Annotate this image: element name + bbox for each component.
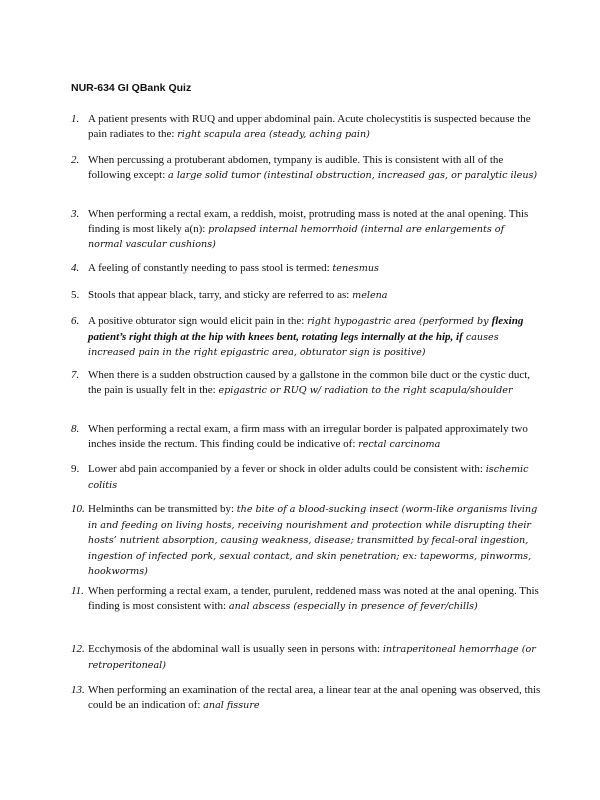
- question-number: 9.: [71, 463, 80, 475]
- question-stem: Stools that appear black, tarry, and sticky are referred to as:: [88, 289, 353, 301]
- question-number: 6.: [71, 315, 80, 327]
- question-11: [71, 584, 541, 614]
- question-number: 10.: [71, 503, 85, 515]
- question-3: [71, 207, 541, 253]
- question-answer: intraperitoneal hemorrhage (or retroperitoneal): [88, 644, 536, 671]
- question-answer: anal abscess (especially in presence of fever/chills): [228, 600, 478, 612]
- question-10: [71, 502, 541, 580]
- question-answer: right hypogastric area (performed by: [307, 316, 492, 327]
- question-answer: prolapsed internal hemorrhoid (internal are enlargements of normal vascular cushions): [88, 223, 505, 250]
- question-4: [71, 261, 541, 277]
- question-5: [71, 288, 541, 304]
- question-stem: Helminths can be transmitted by:: [88, 503, 237, 515]
- question-stem: When performing a rectal exam, a tender, purulent, reddened mass was noted at the anal opening. This finding is most consistent with:: [88, 585, 539, 612]
- question-answer-emphasis: flexing patient’s right thigh at the hip with knees bent, rotating legs internally at the hip, if: [88, 315, 524, 343]
- question-number: 7.: [71, 369, 80, 381]
- question-answer: rectal carcinoma: [358, 438, 441, 450]
- document-title: NUR-634 GI QBank Quiz: [71, 82, 192, 94]
- question-number: 8.: [71, 423, 80, 435]
- question-answer: anal fissure: [203, 699, 260, 711]
- question-number: 1.: [71, 113, 80, 125]
- question-stem: Ecchymosis of the abdominal wall is usually seen in persons with:: [88, 643, 383, 655]
- question-12: [71, 642, 541, 673]
- question-stem: A patient presents with RUQ and upper abdominal pain. Acute cholecystitis is suspected because the pain radiates to the:: [88, 113, 531, 140]
- question-stem: A feeling of constantly needing to pass stool is termed:: [88, 262, 333, 274]
- question-answer: melena: [352, 290, 388, 301]
- question-answer: a large solid tumor (intestinal obstruction, increased gas, or paralytic ileus): [168, 169, 538, 181]
- question-2: [71, 153, 541, 183]
- question-13: [71, 683, 541, 713]
- question-stem: When percussing a protuberant abdomen, tympany is audible. This is consistent with all of the following except:: [88, 154, 504, 181]
- question-stem: A positive obturator sign would elicit pain in the:: [88, 315, 308, 327]
- question-answer: ischemic colitis: [88, 464, 529, 491]
- question-number: 11.: [71, 585, 84, 597]
- question-stem: When performing a rectal exam, a firm mass with an irregular border is palpated approximately two inches inside the rectum. This finding could be indicative of:: [88, 423, 528, 450]
- question-number: 3.: [71, 208, 80, 220]
- question-1: [71, 112, 541, 142]
- question-number: 4.: [71, 262, 80, 274]
- question-8: [71, 422, 541, 452]
- question-9: [71, 462, 541, 493]
- question-number: 12.: [71, 643, 85, 655]
- question-answer: tenesmus: [332, 263, 379, 274]
- question-stem: When performing an examination of the rectal area, a linear tear at the anal opening was observed, this could be an indication of:: [88, 684, 541, 711]
- question-answer: epigastric or RUQ w/ radiation to the right scapula/shoulder: [218, 384, 513, 396]
- question-stem: When there is a sudden obstruction caused by a gallstone in the common bile duct or the cystic duct, the pain is usually felt in the:: [88, 369, 531, 396]
- question-7: [71, 368, 541, 398]
- question-answer: the bite of a blood-sucking insect (worm-like organisms living in and feeding on living hosts, receiving nourishment and protection while disrupting their hosts’ nutrient absorption, causing weakness, disease; transmitted by fecal-oral ingestion, ingestion of infected pork, sexual contact, and skin penetration; ex: tapeworms, pinworms, hookworms): [88, 504, 538, 577]
- question-answer: right scapula area (steady, aching pain): [177, 128, 370, 140]
- question-stem: Lower abd pain accompanied by a fever or shock in older adults could be consistent with:: [88, 463, 486, 475]
- question-6: [71, 314, 541, 361]
- question-stem: When performing a rectal exam, a reddish, moist, protruding mass is noted at the anal opening. This finding is most likely a(n):: [88, 208, 529, 235]
- question-answer-continued: causes increased pain in the right epigastric area, obturator sign is positive): [88, 331, 499, 358]
- question-number: 5.: [71, 289, 80, 301]
- question-number: 13.: [71, 684, 85, 696]
- question-number: 2.: [71, 154, 80, 166]
